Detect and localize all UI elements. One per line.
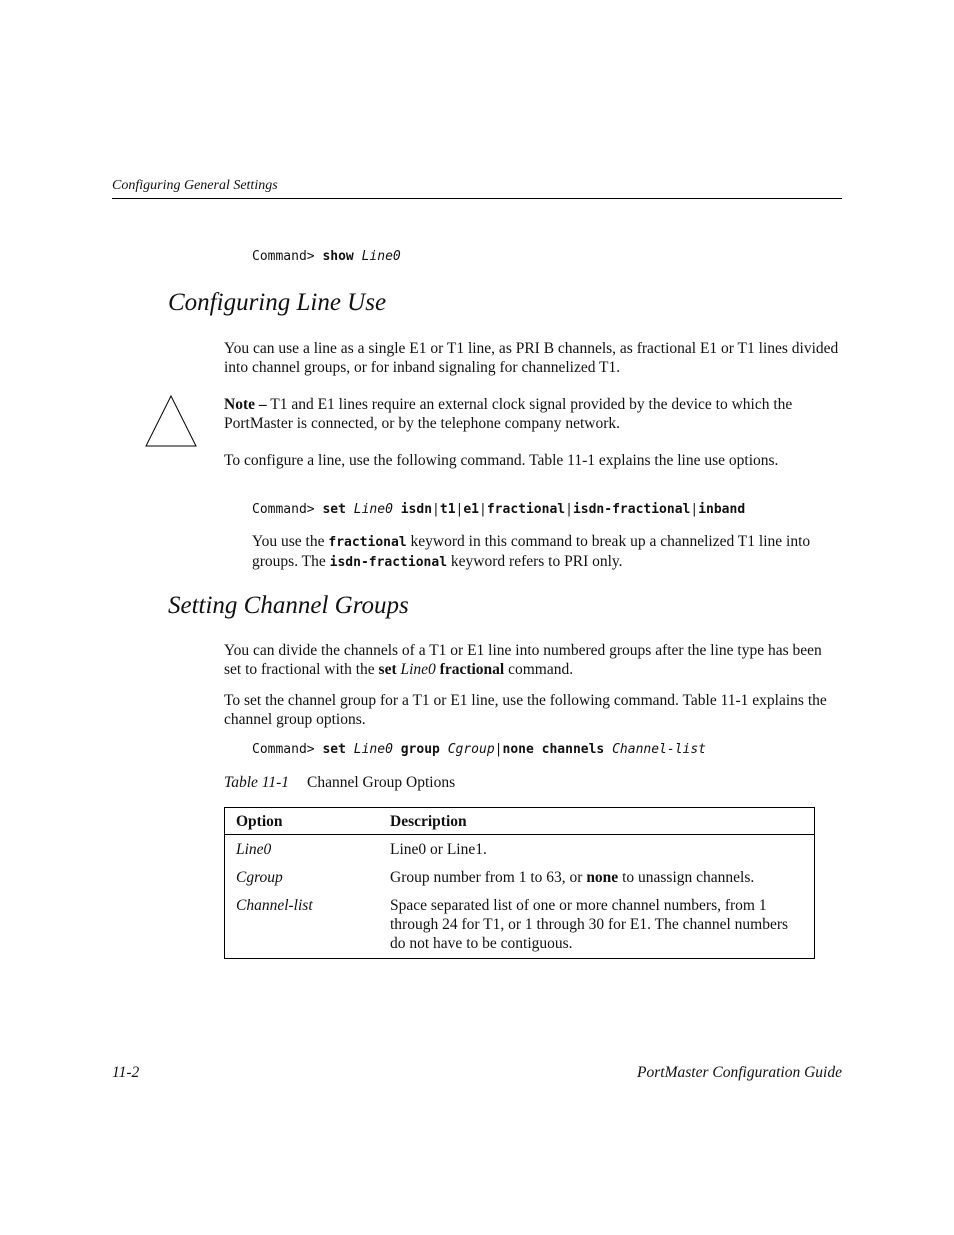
description-cell [379,835,815,864]
running-header: Configuring General Settings [112,178,278,193]
option-t1: t1 [439,502,456,517]
separator: | [494,742,503,757]
column-header-option: Option [225,808,380,835]
keyword-fractional: fractional [328,535,407,550]
text: keyword in this command to break up a channelized T1 line into groups. The [252,533,811,570]
keyword-group: group [400,742,440,757]
separator: | [432,502,440,517]
description-keyword: none [586,869,619,886]
argument-cgroup: Cgroup [447,742,495,757]
separator: | [455,502,464,517]
channel-groups-intro [224,641,842,679]
note-text: T1 and E1 lines require an external clock signal provided by the device to which the PortMaster is connected, or by the telephone company network. [224,396,793,432]
option-cell: Channel-list [236,897,313,914]
command-prompt: Command> [252,249,315,264]
separator: | [565,502,573,517]
line-use-intro: You can use a line as a single E1 or T1 line, as PRI B channels, as fractional E1 or T1 lines divided into channel groups, or for inband signaling for channelized T1. [224,340,839,376]
keyword-channels: channels [541,742,605,757]
fractional-explanation [252,532,842,572]
note-paragraph [224,395,842,433]
text: You use the [252,533,329,550]
table-header-row [225,808,815,835]
page-number: 11-2 [112,1064,140,1081]
table-number: Table 11-1 [224,774,290,791]
section-title-line-use: Configuring Line Use [168,289,387,316]
header-rule [112,198,842,199]
argument-channel-list: Channel-list [612,742,707,757]
text: keyword refers to PRI only. [447,553,623,570]
option-isdn-fractional: isdn-fractional [572,502,691,517]
description-text: to unassign channels. [618,869,755,886]
inline-keyword-fractional: fractional [439,661,505,678]
configure-line-paragraph: To configure a line, use the following command. Table 11-1 explains the line use options. [224,452,779,469]
channel-group-options-table [224,807,815,959]
option-cell: Cgroup [236,869,283,886]
command-keyword: set [322,502,346,517]
inline-keyword-set: set [378,661,397,678]
table-caption [224,774,455,792]
description-text: Line0 or Line1. [390,841,487,858]
caution-triangle-icon [144,394,198,448]
text: command. [504,661,574,678]
separator: | [479,502,487,517]
command-prompt: Command> [252,502,315,517]
description-cell [379,863,815,891]
description-text: Group number from 1 to 63, or [390,869,587,886]
command-argument: Line0 [361,249,401,264]
table-title: Channel Group Options [307,774,456,791]
table-row [225,891,815,959]
keyword-isdn-fractional: isdn-fractional [329,555,448,570]
command-prompt: Command> [252,742,315,757]
keyword-none: none [502,742,534,757]
option-inband: inband [698,502,746,517]
command-set-line-type [252,502,745,517]
command-show-line [252,249,401,264]
command-argument: Line0 [353,742,393,757]
note-label: Note – [224,396,267,413]
description-cell [379,891,815,959]
description-text: Space separated list of one or more channel numbers, from 1 through 24 for T1, or 1 through 30 for E1. The channel numbers do not have to be contiguous. [390,897,789,952]
channel-group-command-paragraph: To set the channel group for a T1 or E1 line, use the following command. Table 11-1 explains the channel group options. [224,692,827,728]
column-header-description: Description [379,808,815,835]
option-e1: e1 [463,502,480,517]
option-fractional: fractional [486,502,566,517]
table-row [225,863,815,891]
command-keyword: set [322,742,346,757]
option-cell: Line0 [236,841,272,858]
inline-argument: Line0 [400,661,436,678]
separator: | [690,502,699,517]
command-set-group [252,742,706,757]
command-keyword: show [322,249,354,264]
option-isdn: isdn [400,502,433,517]
text: You can divide the channels of a T1 or E1 line into numbered groups after the line type has been set to fractional with the [224,642,822,678]
section-title-channel-groups: Setting Channel Groups [168,592,409,619]
command-argument: Line0 [353,502,393,517]
table-row [225,835,815,864]
book-title: PortMaster Configuration Guide [637,1064,842,1081]
